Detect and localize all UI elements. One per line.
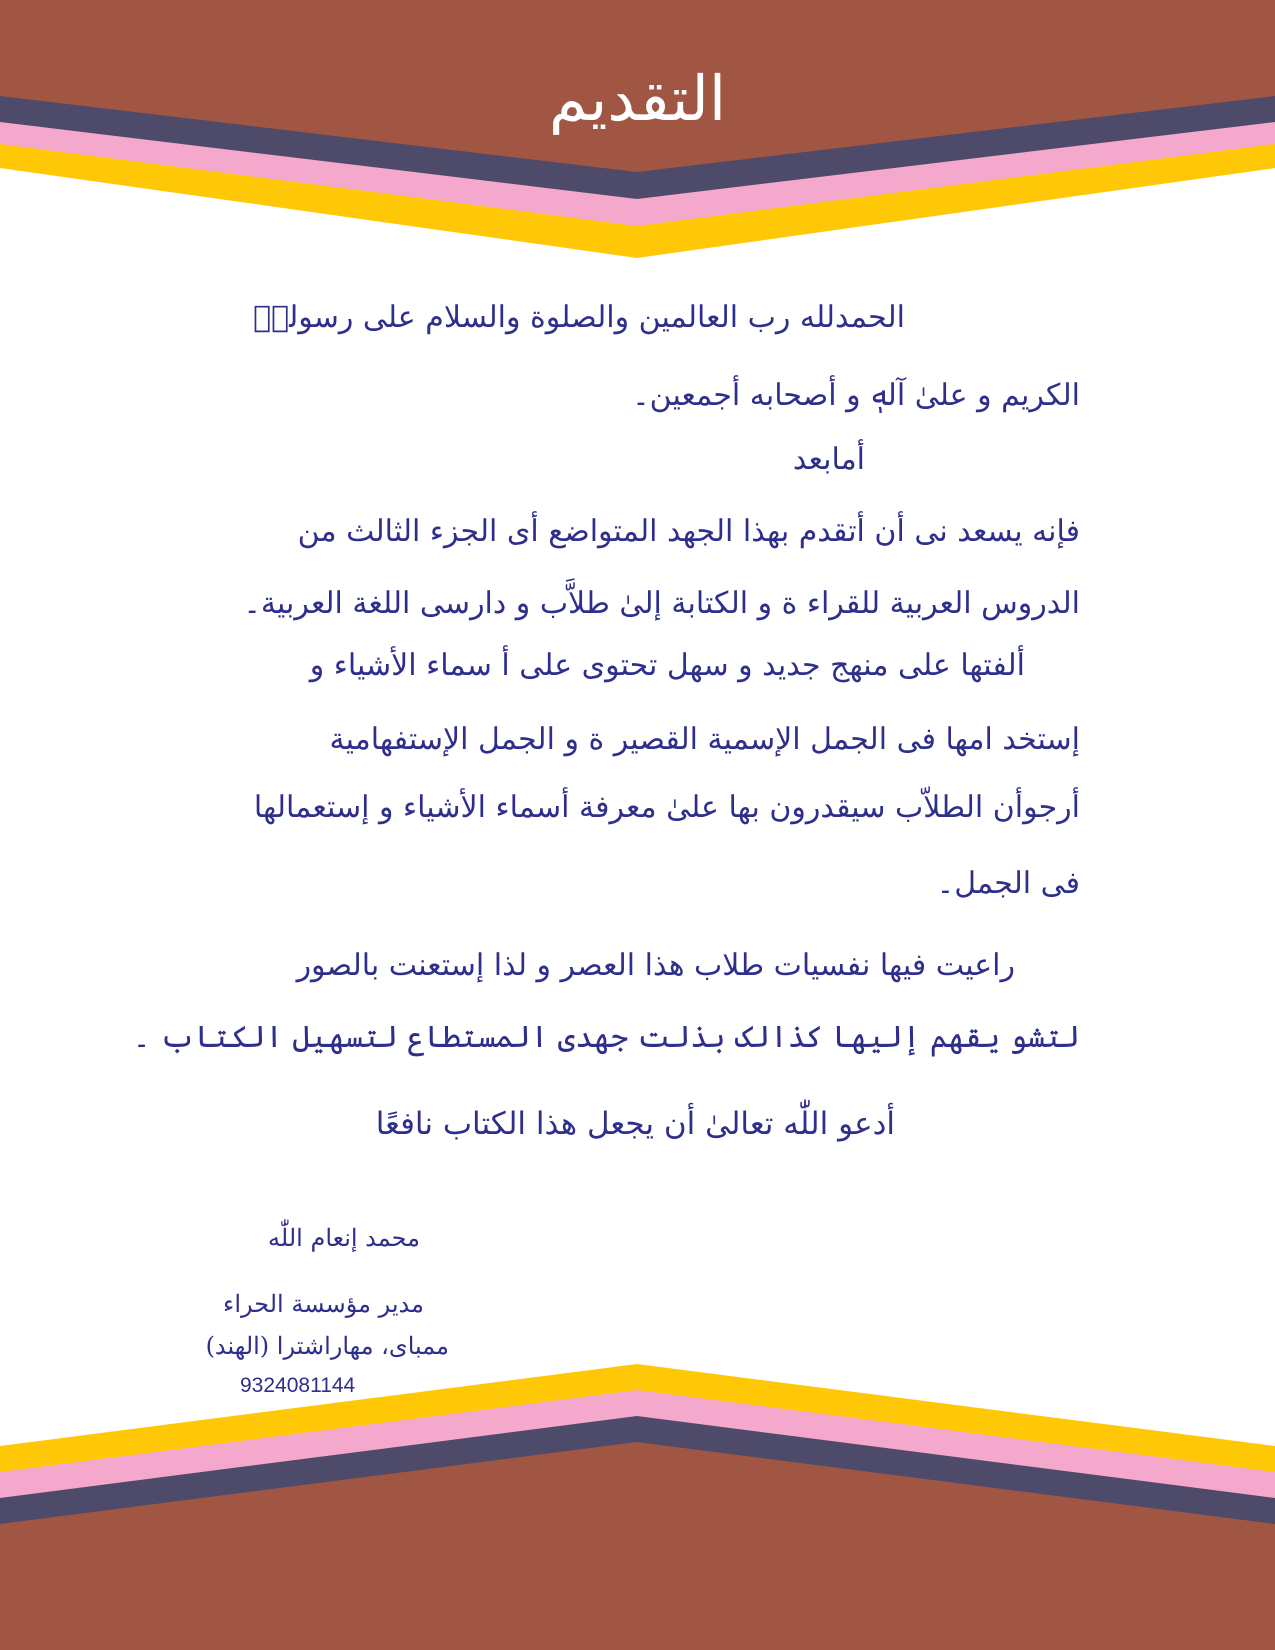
paragraph-3-line-3: أرجوأن الطلاّب سيقدرون بها علیٰ معرفة أسماء الأشياء و إستعمالها (253, 790, 1080, 825)
intro-line-1: الحمدلله رب العالمين والصلوة والسلام على رسولهٖ (253, 300, 905, 335)
paragraph-2-line-2: الدروس العربية للقراء ة و الكتابة إلىٰ طلاَّب و دارسی اللغة العربية۔ (243, 586, 1080, 621)
paragraph-2-line-1: فإنه يسعد نی أن أتقدم بهذا الجهد المتواضع أی الجزء الثالث من (297, 514, 1080, 549)
signature-city: ممبای، مهاراشترا (الهند) (205, 1332, 449, 1360)
page-title: التقديم (548, 62, 727, 135)
signature-name: محمد إنعام اللّٰه (268, 1224, 420, 1252)
bottom-banner (0, 1350, 1275, 1650)
paragraph-3-line-4: فی الجمل۔ (936, 866, 1080, 901)
paragraph-3-line-1: ألفتها على منهج جديد و سهل تحتوی على أ سماء الأشياء و (309, 648, 1025, 683)
paragraph-4-line-2: لتشو يقهم إليها كذالک بذلت جهدی المستطاع لتسهيل الكتاب ۔ (132, 1020, 1080, 1055)
paragraph-4-line-1: راعيت فيها نفسيات طلاب هذا العصر و لذا إستعنت بالصور (296, 948, 1015, 983)
paragraph-3-line-2: إستخد امها فی الجمل الإسمية القصير ة و الجمل الإستفهامية (329, 722, 1080, 757)
signature-phone: 9324081144 (240, 1374, 356, 1397)
amma-baad: أمابعد (792, 442, 865, 477)
signature-role: مدير مؤسسة الحراء (223, 1290, 424, 1318)
closing-prayer: أدعو اللّٰه تعالیٰ أن يجعل هذا الكتاب نافعًا (375, 1106, 895, 1142)
intro-line-2: الكريم و علیٰ آلهٖ و أصحابه أجمعين۔ (632, 378, 1080, 413)
